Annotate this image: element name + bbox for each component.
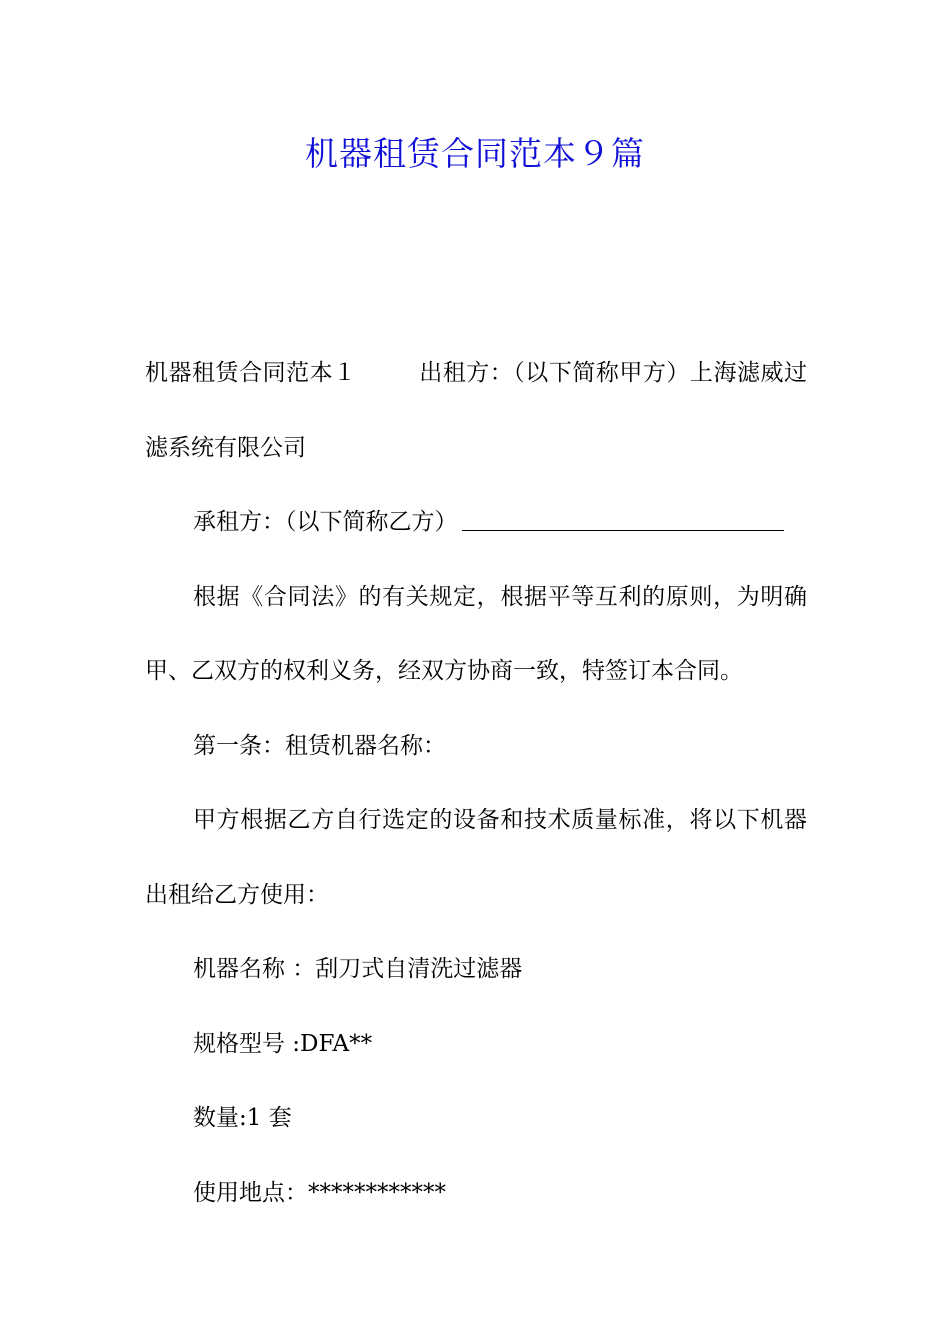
lessee-blank-field <box>462 508 784 531</box>
lessee-label: 承租方：（以下简称乙方） <box>193 509 458 535</box>
location-line: 使用地点：************ <box>193 1179 446 1206</box>
paragraph-lessee <box>145 485 807 560</box>
quantity-line: 数量:1 套 <box>193 1105 292 1131</box>
model-line: 规格型号 :DFA** <box>193 1030 373 1057</box>
document-title: 机器租赁合同范本９篇 <box>305 134 645 173</box>
section-heading: 机器租赁合同范本１ <box>145 360 357 386</box>
machine-name-line: 机器名称 ：刮刀式自清洗过滤器 <box>193 956 523 982</box>
lessor-line: 出租方：（以下简称甲方）上海滤威过滤系统有限公司 <box>145 360 808 461</box>
paragraph-preamble: 根据《合同法》的有关规定，根据平等互利的原则，为明确甲、乙双方的权利义务，经双方协商一致，特签订本合同。 <box>145 583 807 684</box>
article1-intro: 甲方根据乙方自行选定的设备和技术质量标准，将以下机器出租给乙方使用： <box>145 807 807 908</box>
article1-title: 第一条：租赁机器名称： <box>193 732 446 759</box>
paragraph-lessor <box>145 336 807 485</box>
document-body <box>145 336 807 1230</box>
